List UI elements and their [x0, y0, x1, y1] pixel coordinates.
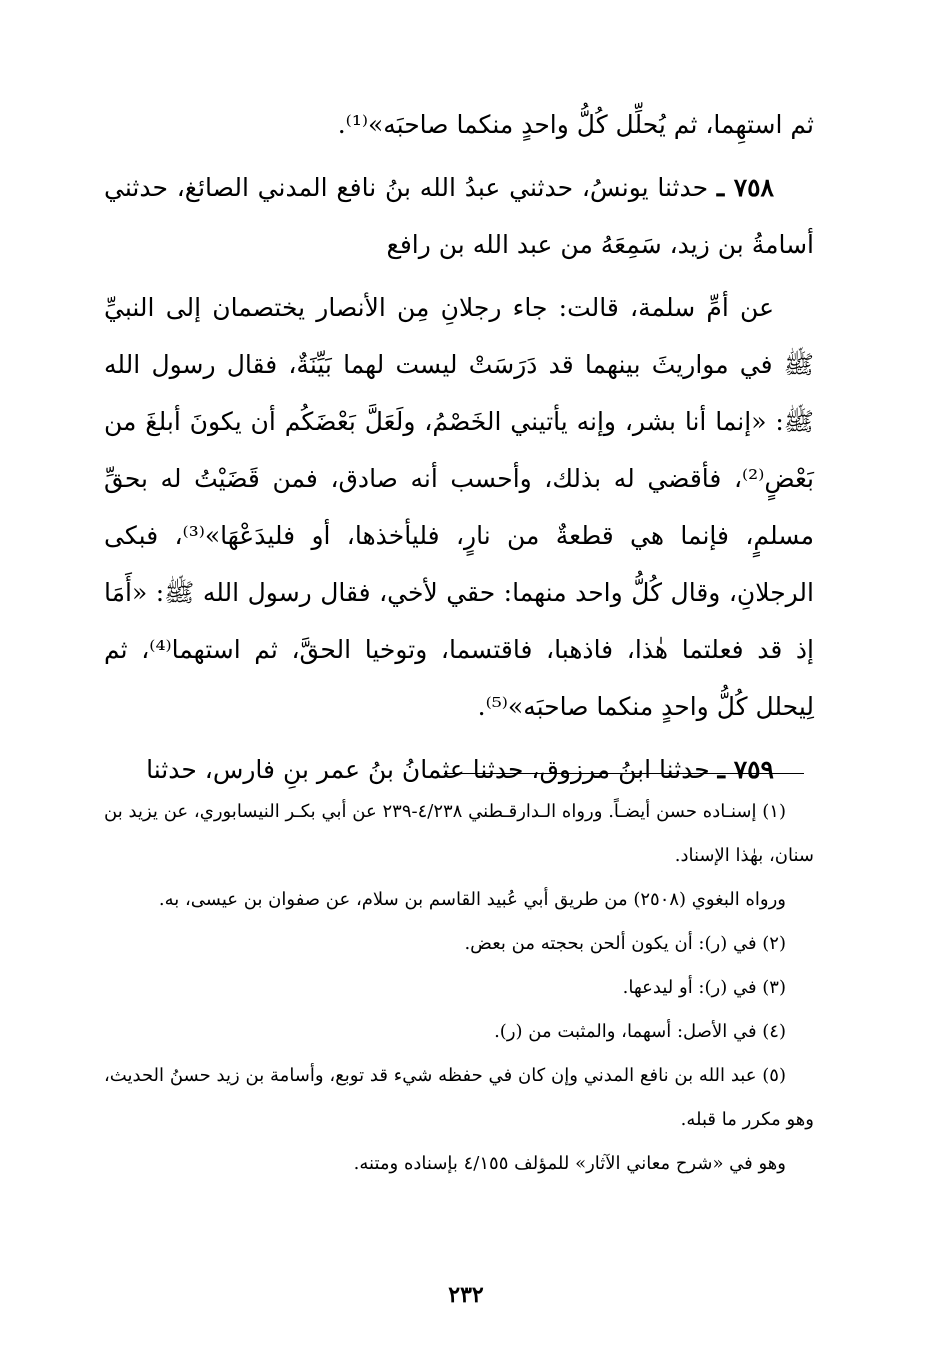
footnote-3: (٣) في (ر): أو ليدعها. [622, 977, 786, 998]
hadith-758 [104, 159, 814, 273]
footnote-5: (٥) عبد الله بن نافع المدني وإن كان في حفظه شيء قد توبع، وأسامة بن زيد حسنُ الحديث، وهو مكرر ما قبله. [104, 1065, 814, 1130]
hadith-number: ٧٥٨ ـ [716, 173, 774, 202]
main-text [104, 96, 814, 798]
footnote-2: (٢) في (ر): أن يكون ألحن بحجته من بعض. [464, 933, 786, 954]
footnotes [104, 790, 814, 1186]
hadith-isnad: حدثنا يونسُ، حدثني عبدُ الله بنُ نافع المدني الصائغ، حدثني أسامةُ بن زيد، سَمِعَهُ من عبد الله بن رافع [104, 173, 814, 259]
hadith-758-matn: عن أمِّ سلمة، قالت: جاء رجلانِ مِن الأنصار يختصمان إلى النبيِّ ﷺ في مواريثَ بينهما قد دَرَسَتْ ليست لهما بَيِّنَةٌ، فقال رسول الله ﷺ: «إنما أنا بشر، وإنه يأتيني الخَصْمُ، ولَعَلَّ بَعْضَكُم أن يكونَ أبلغَ من بَعْضٍ⁽²⁾، فأقضي له بذلك، وأحسب أنه صادق، فمن قَضَيْتُ له بحقِّ مسلمٍ، فإنما هي قطعةٌ من نارٍ، فليأخذها، أو فليدَعْهَا»⁽³⁾، فبكى الرجلانِ، وقال كُلُّ واحد منهما: حقي لأخي، فقال رسول الله ﷺ: «أَمَا إذ قد فعلتما هٰذا، فاذهبا، فاقتسما، وتوخيا الحقَّ، ثم استهما⁽⁴⁾، ثم لِيحلل كُلُّ واحدٍ منكما صاحبَه»⁽⁵⁾. [104, 293, 814, 721]
hadith-number: ٧٥٩ ـ [717, 755, 774, 784]
hadith-isnad: حدثنا ابنُ مرزوق، حدثنا عثمانُ بنُ عمر بنِ فارس، حدثنا [146, 755, 718, 784]
footnote-1-continued: ورواه البغوي (٢٥٠٨) من طريق أبي عُبيد القاسم بن سلام، عن صفوان بن عيسى، به. [158, 889, 786, 910]
footnote-5-continued: وهو في «شرح معاني الآثار» للمؤلف ٤/١٥٥ بإسناده ومتنه. [353, 1153, 786, 1174]
footnote-1: (١) إسنـاده حسن أيضـاً. ورواه الـدارقـطني ٤/٢٣٨-٢٣٩ عن أبي بكـر النيسابوري، عن يزيد بن سنان، بهٰذا الإسناد. [104, 801, 814, 866]
page-number: ٢٣٢ [448, 1282, 484, 1308]
footnote-separator [444, 773, 804, 774]
paragraph-continuation: ثم استهِما، ثم يُحلِّل كُلُّ واحدٍ منكما صاحبَه»⁽¹⁾. [337, 110, 814, 139]
footnote-4: (٤) في الأصل: أسهما، والمثبت من (ر). [494, 1021, 786, 1042]
